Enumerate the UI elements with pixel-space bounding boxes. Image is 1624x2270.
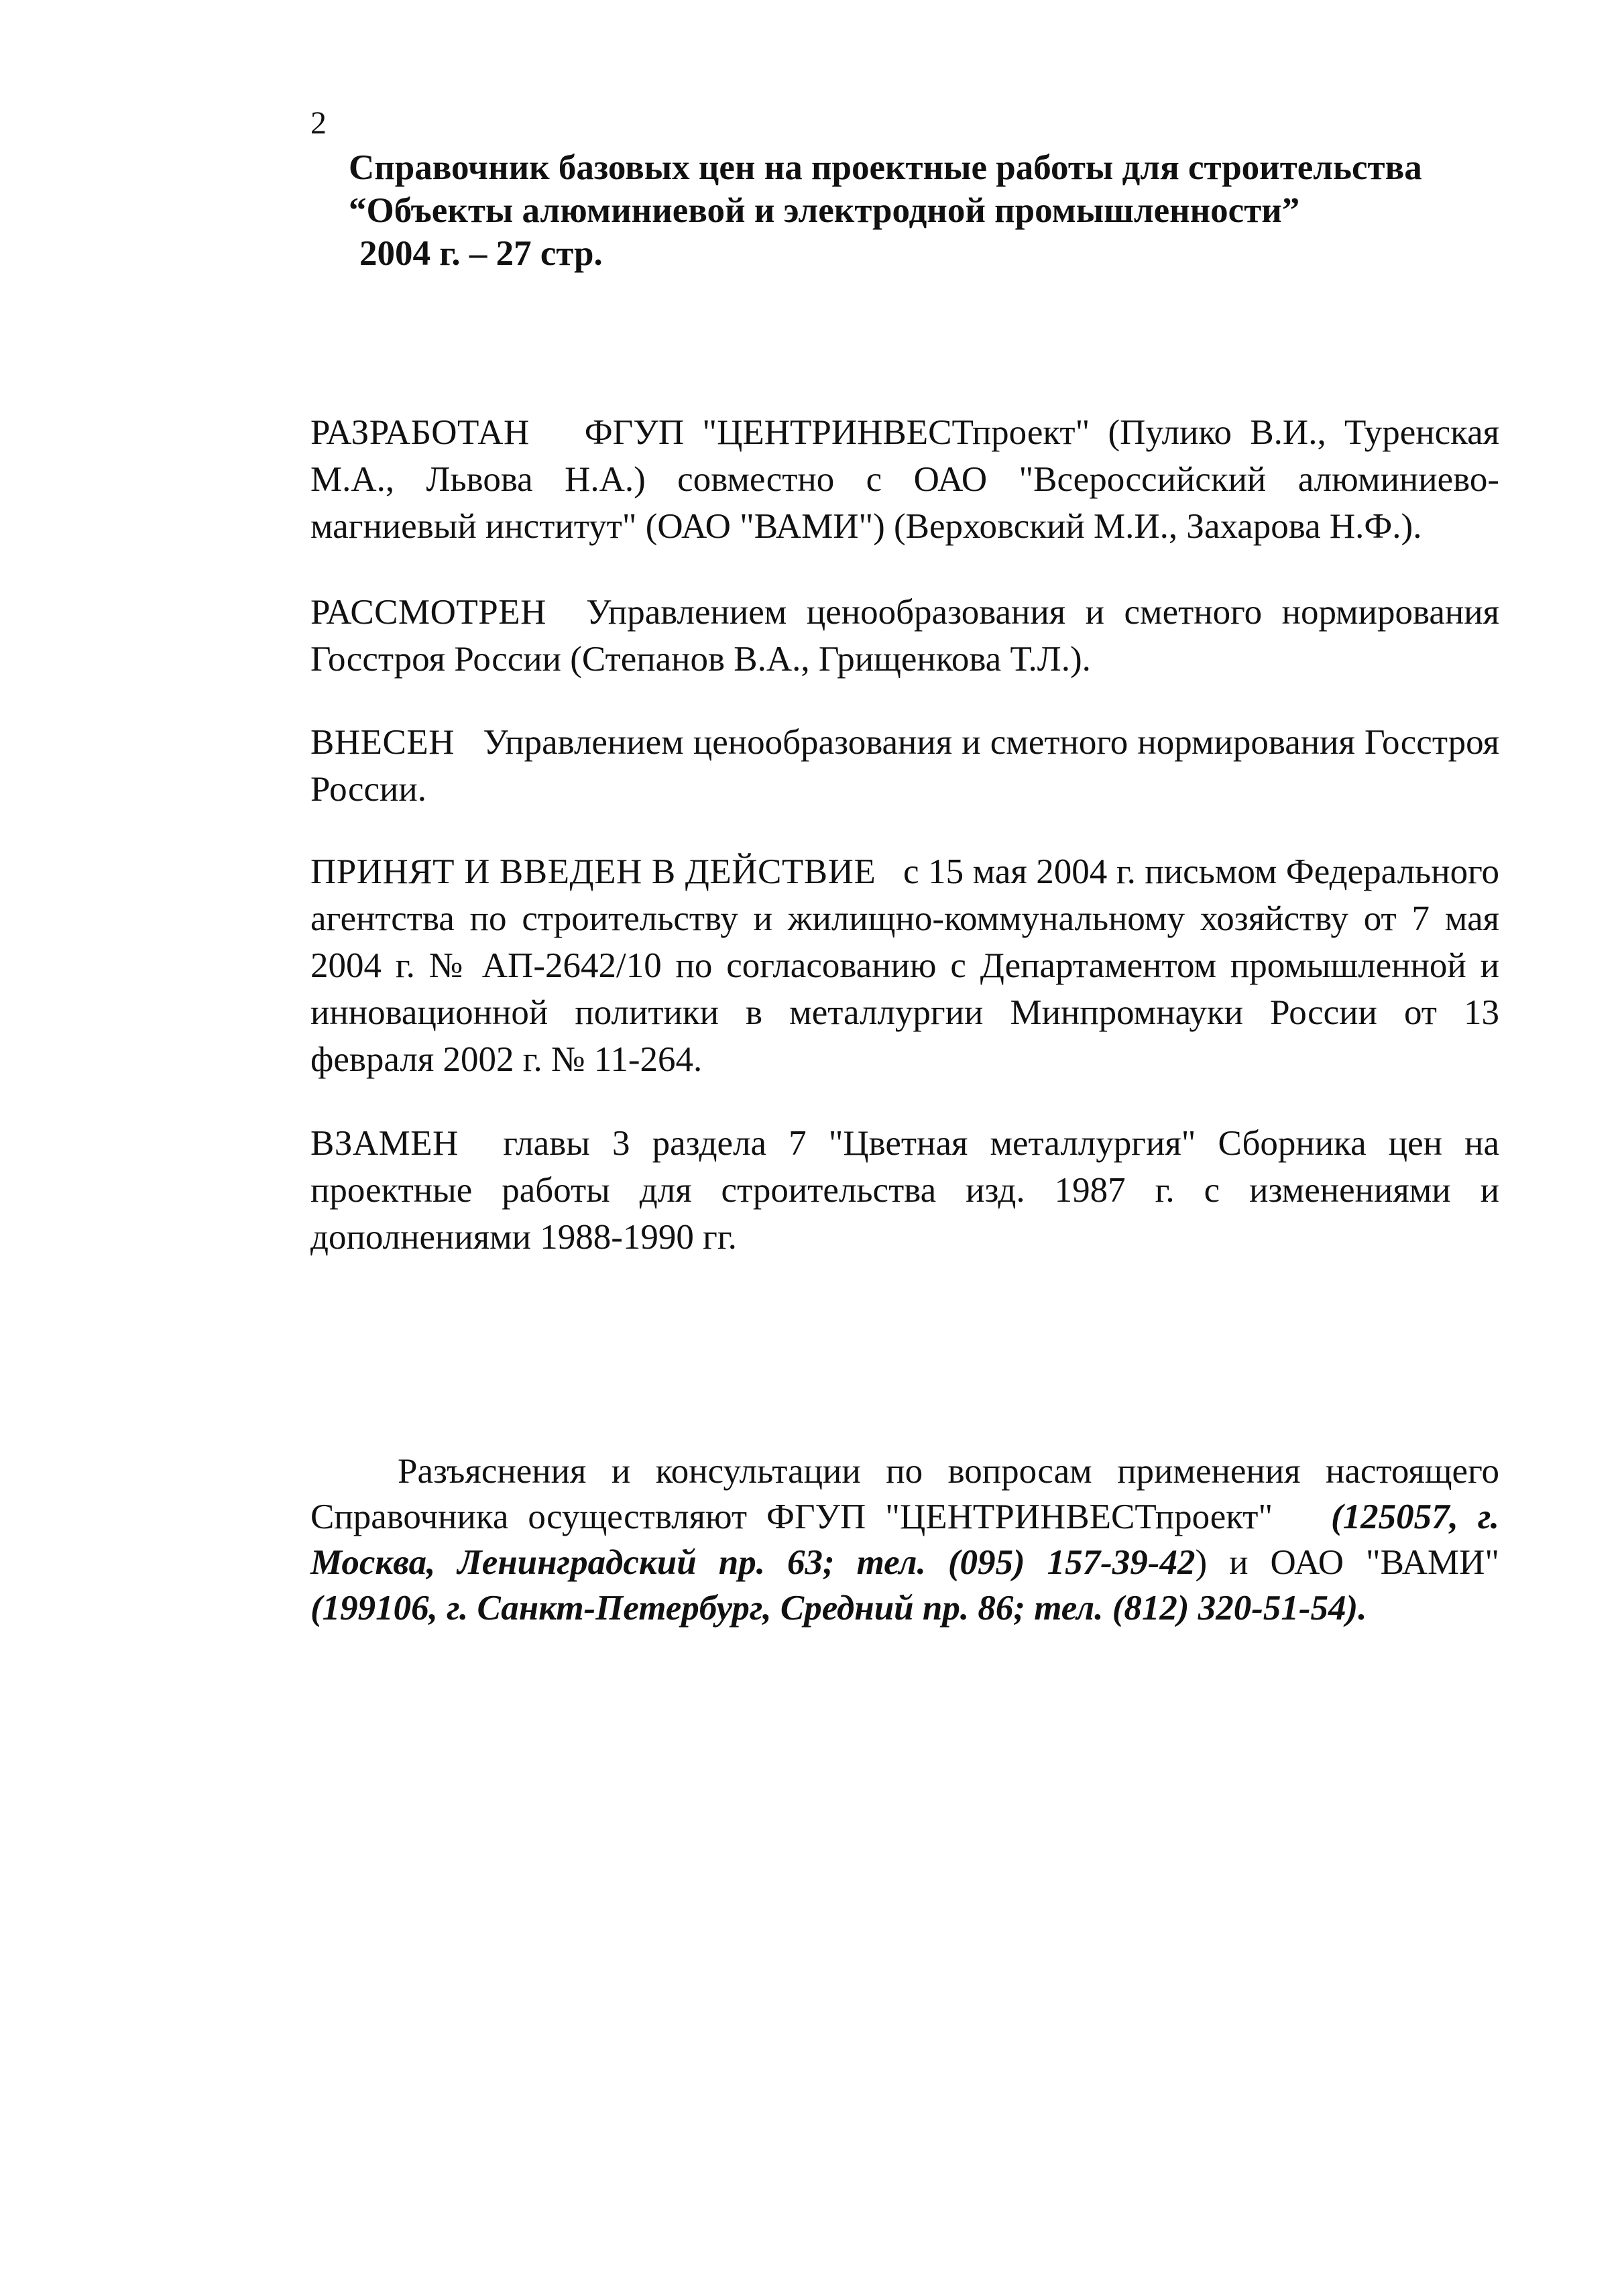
submitted-lead: ВНЕСЕН [310, 723, 455, 762]
replaces-lead: ВЗАМЕН [310, 1124, 459, 1163]
document-title [349, 146, 1542, 275]
consultation-intro: Разъяснения и консультации по вопросам применения настоящего Справочника осуществляют ФГУП "ЦЕНТРИНВЕСТпроект" [310, 1452, 1499, 1536]
title-line-1: Справочник базовых цен на проектные работы для строительства [349, 148, 1422, 187]
developed-lead: РАЗРАБОТАН [310, 413, 530, 452]
consultation-address-spb: (199106, г. Санкт-Петербург, Средний пр. 86; тел. (812) 320-51-54). [310, 1589, 1367, 1628]
replaces-text: главы 3 раздела 7 "Цветная металлургия" Сборника цен на проектные работы для строительства изд. 1987 г. с изменениями и дополнениями 1988-1990 гг. [310, 1124, 1499, 1257]
submitted-paragraph [310, 719, 1499, 813]
reviewed-paragraph [310, 589, 1499, 683]
adopted-paragraph [310, 848, 1499, 1083]
adopted-lead: ПРИНЯТ И ВВЕДЕН В ДЕЙСТВИЕ [310, 852, 876, 891]
reviewed-text: Управлением ценообразования и сметного нормирования Госстроя России (Степанов В.А., Грищенкова Т.Л.). [310, 593, 1499, 679]
consultation-paragraph [310, 1449, 1499, 1631]
developed-paragraph [310, 409, 1499, 550]
title-line-2: “Объекты алюминиевой и электродной промышленности” [349, 191, 1300, 230]
adopted-text: с 15 мая 2004 г. письмом Федерального агентства по строительству и жилищно-коммунальному хозяйству от 7 мая 2004 г. № АП-2642/10 по согласованию с Департаментом промышленной и инновационной политики в металлургии Минпромнауки России от 13 февраля 2002 г. № 11-264. [310, 852, 1500, 1079]
reviewed-lead: РАССМОТРЕН [310, 593, 546, 632]
title-line-3: 2004 г. – 27 стр. [359, 234, 603, 273]
page-number: 2 [310, 105, 327, 141]
consultation-address-moscow: (125057, г. Москва, Ленинградский пр. 63; тел. (095) 157-39-42 [310, 1497, 1500, 1582]
submitted-text: Управлением ценообразования и сметного нормирования Госстроя России. [310, 723, 1499, 809]
replaces-paragraph [310, 1120, 1499, 1261]
consultation-mid: ) и ОАО "ВАМИ" [1195, 1543, 1499, 1582]
developed-text: ФГУП "ЦЕНТРИНВЕСТпроект" (Пулико В.И., Туренская М.А., Львова Н.А.) совместно с ОАО "Всероссийский алюминиево-магниевый институт" (ОАО "ВАМИ") (Верховский М.И., Захарова Н.Ф.). [310, 413, 1500, 546]
